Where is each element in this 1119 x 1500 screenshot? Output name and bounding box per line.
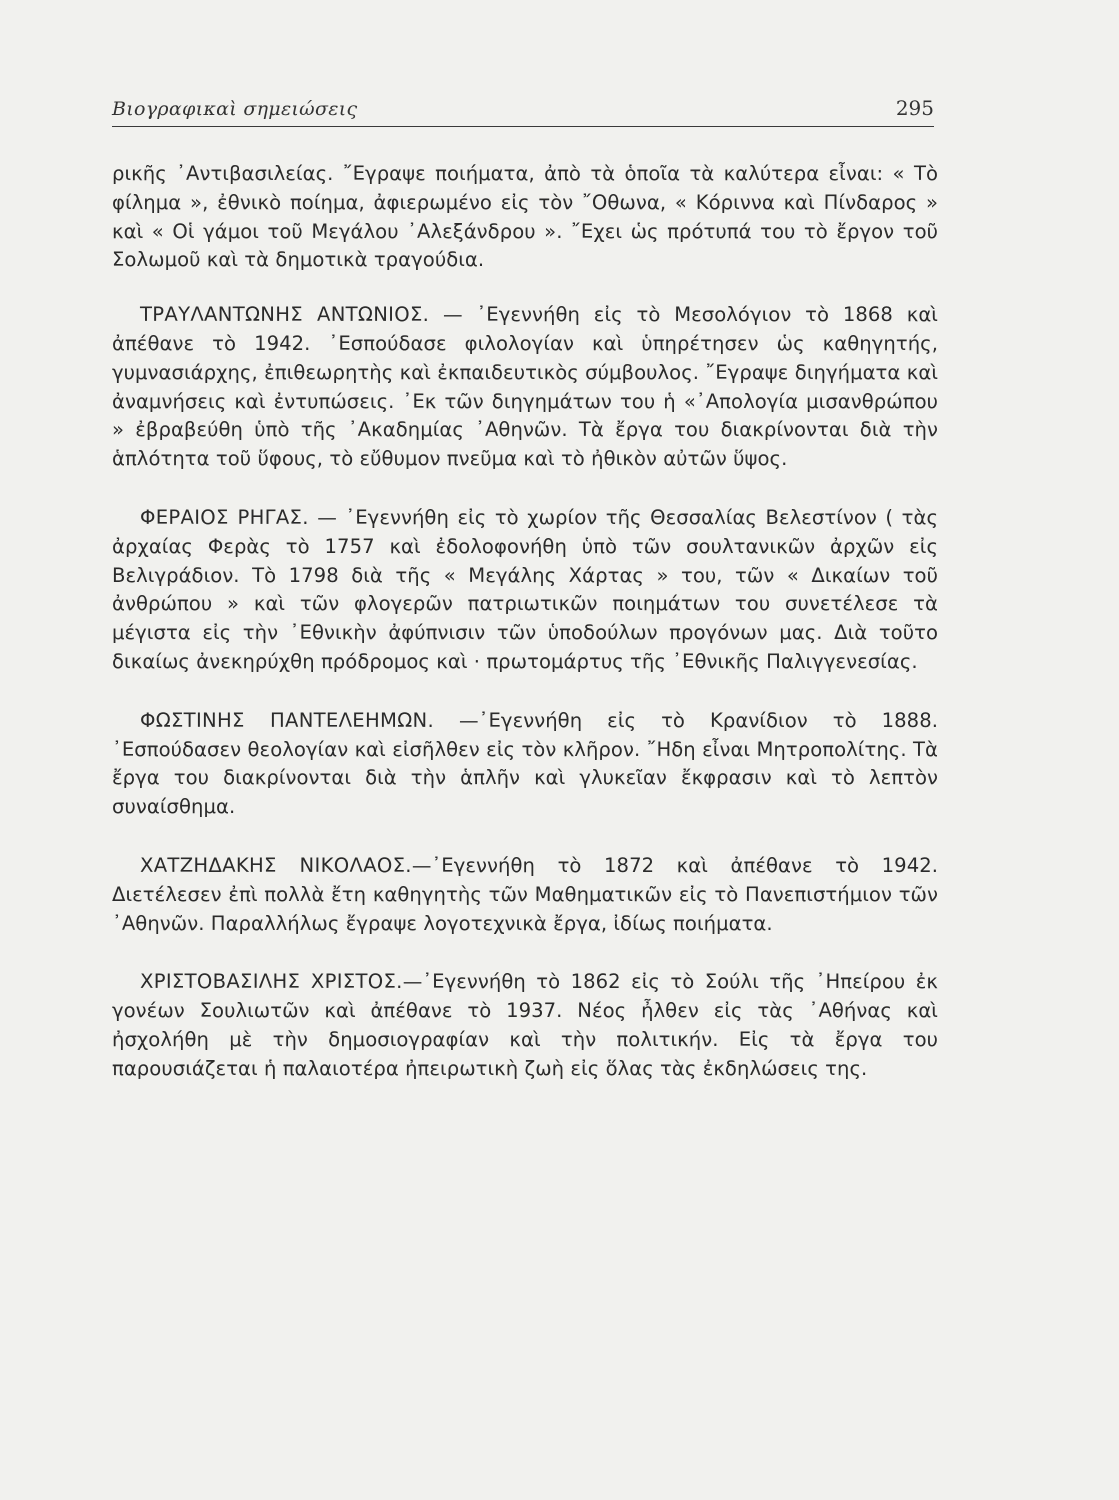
entry-christovasilis: [112, 968, 938, 1083]
entry-text: — ᾿Εγεννήθη εἰς τὸ Μεσολόγιον τὸ 1868 καὶ ἀπέθανε τὸ 1942. ᾿Εσπούδασε φιλολογίαν καὶ ὑπηρέτησεν ὡς καθηγητής, γυμνασιάρχης, ἐπιθεωρητὴς καὶ ἐκπαιδευτικὸς σύμβουλος. ῎Εγραψε διηγήματα καὶ ἀναμνήσεις καὶ ἐντυπώσεις. ᾿Εκ τῶν διηγημάτων του ἡ «᾿Απολογία μισανθρώπου » ἐβραβεύθη ὑπὸ τῆς ᾿Ακαδημίας ᾿Αθηνῶν. Τὰ ἔργα του διακρίνονται διὰ τὴν ἁπλότητα τοῦ ὕφους, τὸ εὔθυμον πνεῦμα καὶ τὸ ἠθικὸν αὐτῶν ὕψος.: [112, 303, 938, 471]
entry-chatzidakis: [112, 852, 938, 938]
entry-fostinis: [112, 707, 938, 822]
running-header: [112, 96, 934, 127]
page-number: 295: [895, 96, 934, 120]
entry-text: —᾿Εγεννήθη εἰς τὸ Κρανίδιον τὸ 1888. ᾿Εσπούδασεν θεολογίαν καὶ εἰσῆλθεν εἰς τὸν κλῆρον. ῎Ηδη εἶναι Μητροπολίτης. Τὰ ἔργα του διακρίνονται διὰ τὴν ἁπλῆν καὶ γλυκεῖαν ἔκφρασιν καὶ τὸ λεπτὸν συναίσθημα.: [112, 708, 938, 819]
entry-text: — ᾿Εγεννήθη εἰς τὸ χωρίον τῆς Θεσσαλίας Βελεστίνον ( τὰς ἀρχαίας Φερὰς τὸ 1757 καὶ ἐδολοφονήθη ὑπὸ τῶν σουλτανικῶν ἀρχῶν εἰς Βελιγράδιον. Τὸ 1798 διὰ τῆς « Μεγάλης Χάρτας » του, τῶν « Δικαίων τοῦ ἀνθρώπου » καὶ τῶν φλογερῶν πατριωτικῶν ποιημάτων του συνετέλεσε τὰ μέγιστα εἰς τὴν ᾿Εθνικὴν ἀφύπνισιν τῶν ὑποδούλων προγόνων μας. Διὰ τοῦτο δικαίως ἀνεκηρύχθη πρόδρομος καὶ · πρωτομάρτυς τῆς ᾿Εθνικῆς Παλιγγενεσίας.: [112, 505, 938, 673]
entry-text: —᾿Εγεννήθη τὸ 1872 καὶ ἀπέθανε τὸ 1942. Διετέλεσεν ἐπὶ πολλὰ ἔτη καθηγητὴς τῶν Μαθηματικῶν εἰς τὸ Πανεπιστήμιον τῶν ᾿Αθηνῶν. Παραλλήλως ἔγραψε λογοτεχνικὰ ἔργα, ἰδίως ποιήματα.: [112, 853, 939, 935]
entry-name: ΧΑΤΖΗΔΑΚΗΣ ΝΙΚΟΛΑΟΣ.: [140, 853, 412, 877]
entry-name: ΦΕΡΑΙΟΣ ΡΗΓΑΣ.: [140, 505, 309, 529]
entry-text: —᾿Εγεννήθη τὸ 1862 εἰς τὸ Σούλι τῆς ᾿Ηπείρου ἐκ γονέων Σουλιωτῶν καὶ ἀπέθανε τὸ 1937. Νέος ἦλθεν εἰς τὰς ᾿Αθήνας καὶ ἠσχολήθη μὲ τὴν δημοσιογραφίαν καὶ τὴν πολιτικήν. Εἰς τὰ ἔργα του παρουσιάζεται ἡ παλαιοτέρα ἠπειρωτικὴ ζωὴ εἰς ὅλας τὰς ἐκδηλώσεις της.: [112, 970, 938, 1080]
entry-feraios: [112, 504, 938, 677]
entry-name: ΤΡΑΥΛΑΝΤΩΝΗΣ ΑΝΤΩΝΙΟΣ.: [140, 303, 430, 327]
entry-name: ΧΡΙΣΤΟΒΑΣΙΛΗΣ ΧΡΙΣΤΟΣ.: [140, 970, 403, 994]
page-body: [112, 160, 938, 1112]
entry-travlantonis: [112, 301, 938, 474]
running-title: Βιογραφικαὶ σημειώσεις: [112, 98, 358, 120]
entry-text: ρικῆς ᾿Αντιβασιλείας. ῎Εγραψε ποιήματα, ἀπὸ τὰ ὁποῖα τὰ καλύτερα εἶναι: « Τὸ φίλημα », ἐθνικὸ ποίημα, ἀφιερωμένο εἰς τὸν ῎Οθωνα, « Κόριννα καὶ Πίνδαρος » καὶ « Οἱ γάμοι τοῦ Μεγάλου ᾿Αλεξάνδρου ». ῎Εχει ὡς πρότυπά του τὸ ἔργον τοῦ Σολωμοῦ καὶ τὰ δημοτικὰ τραγούδια.: [112, 162, 938, 272]
entry-name: ΦΩΣΤΙΝΗΣ ΠΑΝΤΕΛΕΗΜΩΝ.: [140, 708, 434, 732]
entry-continuation: [112, 160, 938, 275]
